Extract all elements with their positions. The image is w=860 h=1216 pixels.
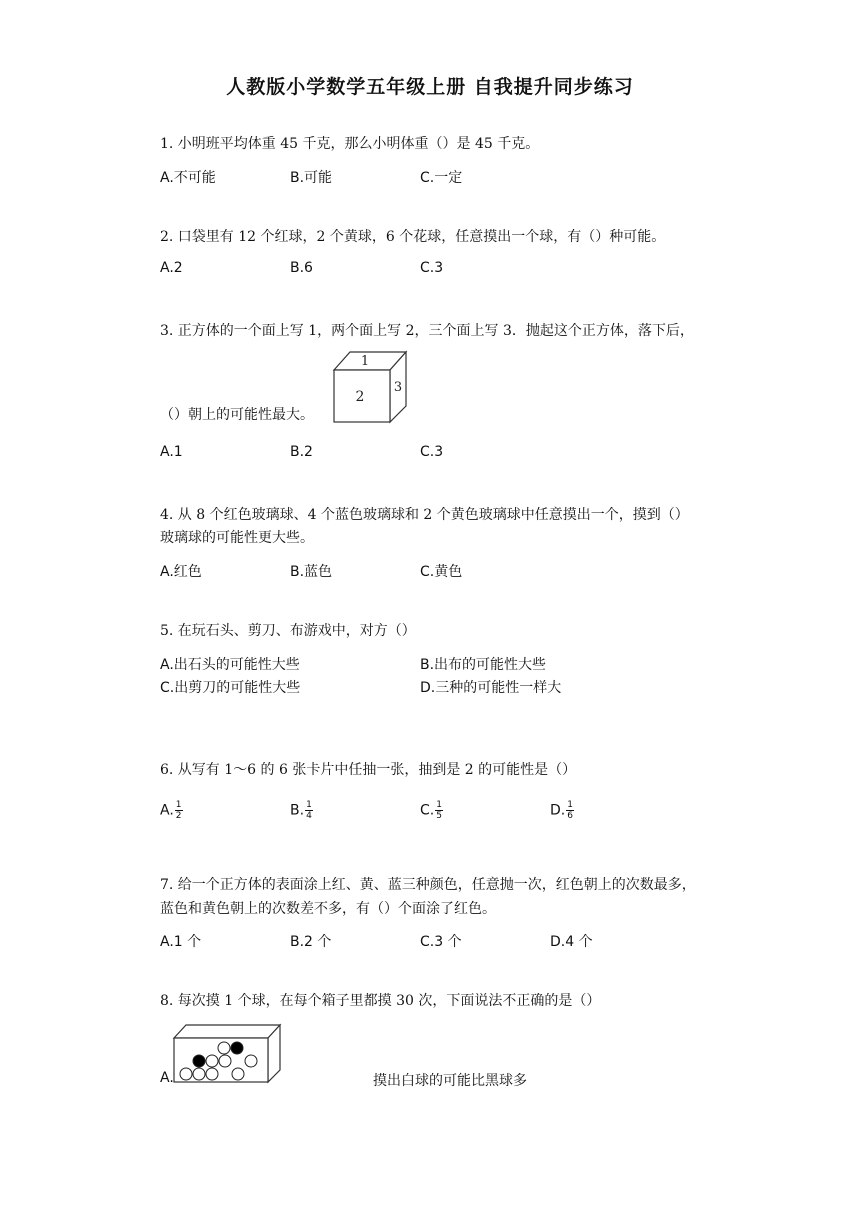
- question-3-text-line2: （）朝上的可能性最大。: [160, 407, 314, 423]
- question-2-option-a: A.2: [160, 260, 183, 276]
- page-title: 人教版小学数学五年级上册 自我提升同步练习: [226, 76, 634, 98]
- numbered-cube-figure: [332, 348, 408, 426]
- option-a-prefix: A.: [160, 802, 174, 819]
- question-8-option-a-prefix: A.: [160, 1070, 174, 1086]
- white-ball: [232, 1068, 244, 1080]
- option-b-prefix: B.: [290, 802, 305, 819]
- question-7-option-a: A.1 个: [160, 934, 202, 950]
- fraction-numerator: 1: [306, 800, 312, 810]
- question-2-option-b: B.6: [290, 260, 313, 276]
- fraction-denominator: 5: [436, 811, 442, 821]
- question-4-option-a: A.红色: [160, 564, 202, 580]
- fraction-denominator: 2: [175, 811, 182, 821]
- question-2-option-c: C.3: [420, 260, 444, 276]
- question-1-option-b: B.可能: [290, 170, 333, 186]
- question-3-text-line1: 3. 正方体的一个面上写 1，两个面上写 2，三个面上写 3．抛起这个正方体，落下后，: [160, 323, 694, 339]
- fraction-numerator: 1: [567, 800, 573, 810]
- black-ball: [193, 1055, 205, 1067]
- white-ball: [193, 1068, 205, 1080]
- fraction: [435, 800, 443, 821]
- question-8-text: 8. 每次摸 1 个球，在每个箱子里都摸 30 次，下面说法不正确的是（）: [160, 993, 601, 1009]
- cube-side-label: 3: [393, 380, 403, 395]
- fraction: [566, 800, 574, 821]
- fraction-denominator: 6: [567, 811, 573, 821]
- question-3-option-a: A.1: [160, 444, 183, 460]
- question-7-text-line1: 7. 给一个正方体的表面涂上红、黄、蓝三种颜色，任意抛一次，红色朝上的次数最多，: [160, 877, 696, 893]
- fraction-numerator: 1: [436, 800, 442, 810]
- question-6-option-d: [550, 800, 574, 821]
- question-4-option-c: C.黄色: [420, 564, 463, 580]
- question-5-text: 5. 在玩石头、剪刀、布游戏中，对方（）: [160, 623, 416, 639]
- question-4-text-line2: 玻璃球的可能性更大些。: [160, 530, 314, 546]
- white-ball: [180, 1068, 192, 1080]
- question-5-option-b: B.出布的可能性大些: [420, 657, 547, 673]
- white-ball: [245, 1055, 257, 1067]
- white-ball: [219, 1055, 231, 1067]
- ball-box-figure: [170, 1022, 282, 1084]
- question-1-option-a: A.不可能: [160, 170, 216, 186]
- question-5-option-a: A.出石头的可能性大些: [160, 657, 300, 673]
- black-ball: [231, 1042, 243, 1054]
- white-ball: [206, 1068, 218, 1080]
- question-8-option-a-text: 摸出白球的可能比黑球多: [373, 1073, 527, 1089]
- fraction: [305, 800, 313, 821]
- question-5-option-c: C.出剪刀的可能性大些: [160, 680, 301, 696]
- question-1-text: 1. 小明班平均体重 45 千克，那么小明体重（）是 45 千克。: [160, 136, 540, 152]
- fraction-denominator: 4: [306, 811, 312, 821]
- question-3-option-c: C.3: [420, 444, 444, 460]
- question-7-text-line2: 蓝色和黄色朝上的次数差不多，有（）个面涂了红色。: [160, 901, 496, 917]
- question-6-option-a: [160, 800, 183, 821]
- cube-front-label: 2: [355, 389, 365, 405]
- question-4-text-line1: 4. 从 8 个红色玻璃球、4 个蓝色玻璃球和 2 个黄色玻璃球中任意摸出一个，摸到（）: [160, 507, 689, 523]
- fraction: [175, 800, 183, 821]
- option-d-prefix: D.: [550, 802, 566, 819]
- white-ball: [218, 1042, 230, 1054]
- question-6-text: 6. 从写有 1～6 的 6 张卡片中任抽一张，抽到是 2 的可能性是（）: [160, 762, 577, 778]
- question-3-option-b: B.2: [290, 444, 313, 460]
- question-7-option-d: D.4 个: [550, 934, 593, 950]
- option-c-prefix: C.: [420, 802, 435, 819]
- question-2-text: 2. 口袋里有 12 个红球，2 个黄球，6 个花球，任意摸出一个球，有（）种可能。: [160, 229, 666, 245]
- question-6-option-b: [290, 800, 313, 821]
- question-6-option-c: [420, 800, 443, 821]
- white-ball: [206, 1055, 218, 1067]
- question-4-option-b: B.蓝色: [290, 564, 333, 580]
- question-7-option-b: B.2 个: [290, 934, 332, 950]
- question-5-option-d: D.三种的可能性一样大: [420, 680, 562, 696]
- cube-top-label: 1: [360, 354, 370, 369]
- question-1-option-c: C.一定: [420, 170, 463, 186]
- fraction-numerator: 1: [175, 800, 182, 810]
- question-7-option-c: C.3 个: [420, 934, 462, 950]
